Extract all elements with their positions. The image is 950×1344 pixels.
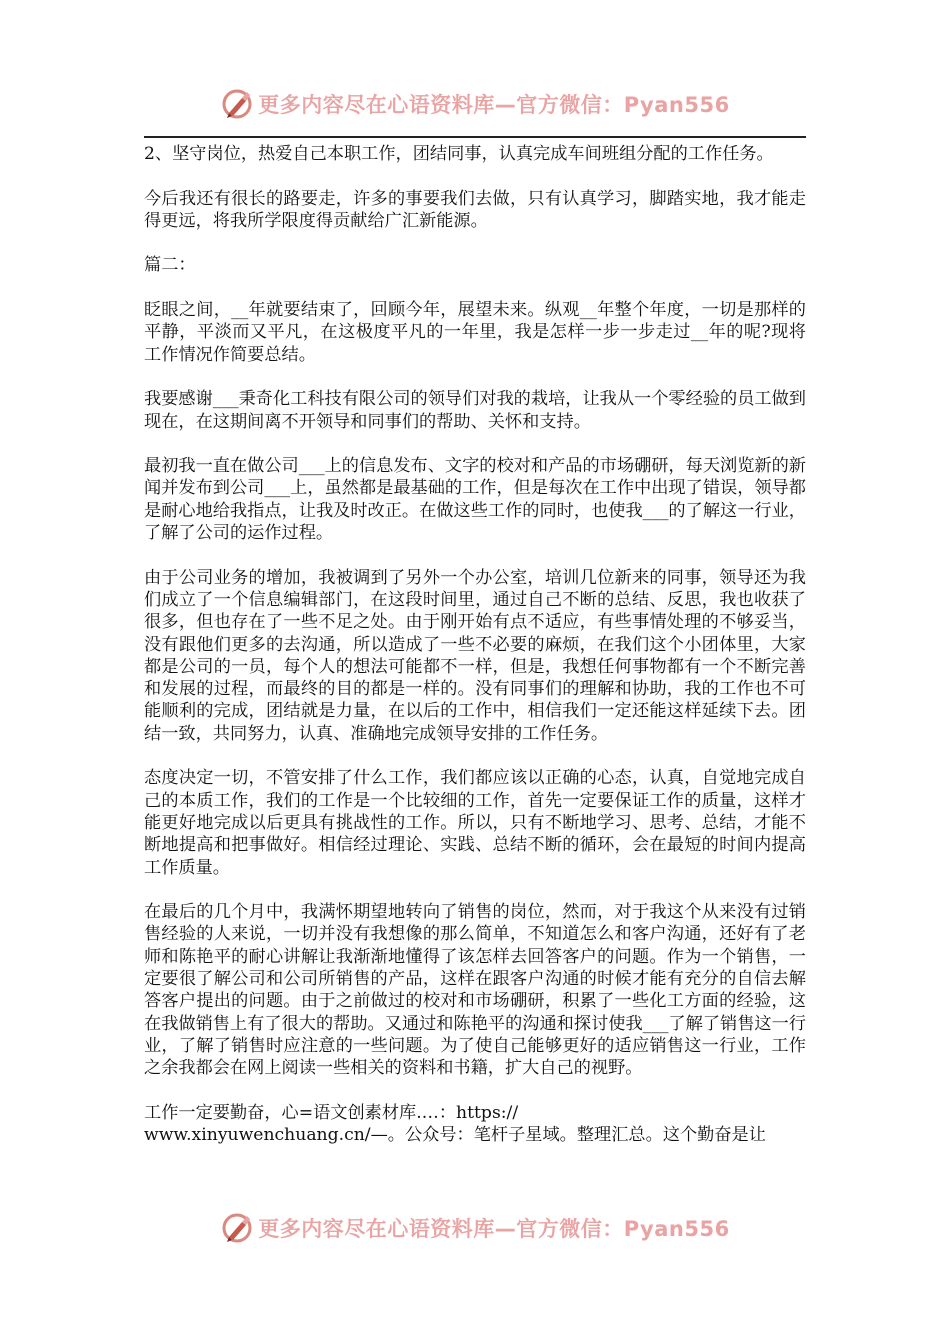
- banner-text: 更多内容尽在心语资料库—官方微信：Pyan556: [258, 1217, 730, 1241]
- paragraph: 态度决定一切，不管安排了什么工作，我们都应该以正确的心态，认真，自觉地完成自己的本质工作，我们的工作是一个比较细的工作，首先一定要保证工作的质量，这样才能更好地完成以后更具有挑战性的工作。所以，只有不断地学习、思考、总结，才能不断地提高和把事做好。相信经过理论、实践、总结不断的循环，会在最短的时间内提高工作质量。: [144, 768, 806, 878]
- paragraph-line: 工作一定要勤奋，心=语文创素材库.…：https://: [144, 1102, 519, 1123]
- paragraph: 今后我还有很长的路要走，许多的事要我们去做，只有认真学习，脚踏实地，我才能走得更远，将我所学限度得贡献给广汇新能源。: [144, 188, 806, 231]
- paragraph: 眨眼之间，__年就要结束了，回顾今年，展望未来。纵观__年整个年度，一切是那样的平静，平淡而又平凡，在这极度平凡的一年里，我是怎样一步一步走过__年的呢?现将工作情况作简要总结。: [144, 300, 806, 365]
- footer-watermark-banner: [0, 1208, 950, 1248]
- paragraph: 在最后的几个月中，我满怀期望地转向了销售的岗位，然而，对于我这个从来没有过销售经验的人来说，一切并没有我想像的那么简单，不知道怎么和客户沟通，还好有了老师和陈艳平的耐心讲解让我渐渐地懂得了该怎样去回答客户的问题。作为一个销售，一定要很了解公司和公司所销售的产品，这样在跟客户沟通的时候才能有充分的自信去解答客户提出的问题。由于之前做过的校对和市场硼研，积累了一些化工方面的经验，这在我做销售上有了很大的帮助。又通过和陈艳平的沟通和探讨使我___了解了销售这一行业，了解了销售时应注意的一些问题。为了使自己能够更好的适应销售这一行业，工作之余我都会在网上阅读一些相关的资料和书籍，扩大自己的视野。: [144, 902, 806, 1079]
- paragraph: 2、坚守岗位，热爱自己本职工作，团结同事，认真完成车间班组分配的工作任务。: [144, 144, 774, 164]
- paragraph: 最初我一直在做公司___上的信息发布、文字的校对和产品的市场硼研，每天浏览新的新闻并发布到公司___上，虽然都是最基础的工作，但是每次在工作中出现了错误，领导都是耐心地给我指点，让我及时改正。在做这些工作的同时，也使我___的了解这一行业，了解了公司的运作过程。: [144, 456, 806, 544]
- pen-logo-icon: [220, 1210, 256, 1246]
- section-heading: 篇二：: [144, 255, 196, 276]
- header-divider: [144, 136, 806, 138]
- paragraph-line: www.xinyuwenchuang.cn/—。公众号：笔杆子星域。整理汇总。这个勤奋是让: [144, 1125, 766, 1146]
- paragraph: 由于公司业务的增加，我被调到了另外一个办公室，培训几位新来的同事，领导还为我们成立了一个信息编辑部门，在这段时间里，通过自己不断的总结、反思，我也收获了很多，但也存在了一些不足之处。由于刚开始有点不适应，有些事情处理的不够妥当，没有跟他们更多的去沟通，所以造成了一些不必要的麻烦，在我们这个小团体里，大家都是公司的一员，每个人的想法可能都不一样，但是，我想任何事物都有一个不断完善和发展的过程，而最终的目的都是一样的。没有同事们的理解和协助，我的工作也不可能顺利的完成，团结就是力量，在以后的工作中，相信我们一定还能这样延续下去。团结一致，共同努力，认真、准确地完成领导安排的工作任务。: [144, 567, 806, 744]
- pen-logo-icon: [220, 86, 256, 122]
- document-body: [144, 143, 806, 1146]
- paragraph-with-link: [144, 1102, 806, 1147]
- banner-text: 更多内容尽在心语资料库—官方微信：Pyan556: [258, 93, 730, 117]
- header-watermark-banner: [0, 84, 950, 124]
- paragraph: 我要感谢___秉奇化工科技有限公司的领导们对我的栽培，让我从一个零经验的员工做到现在，在这期间离不开领导和同事们的帮助、关怀和支持。: [144, 389, 806, 432]
